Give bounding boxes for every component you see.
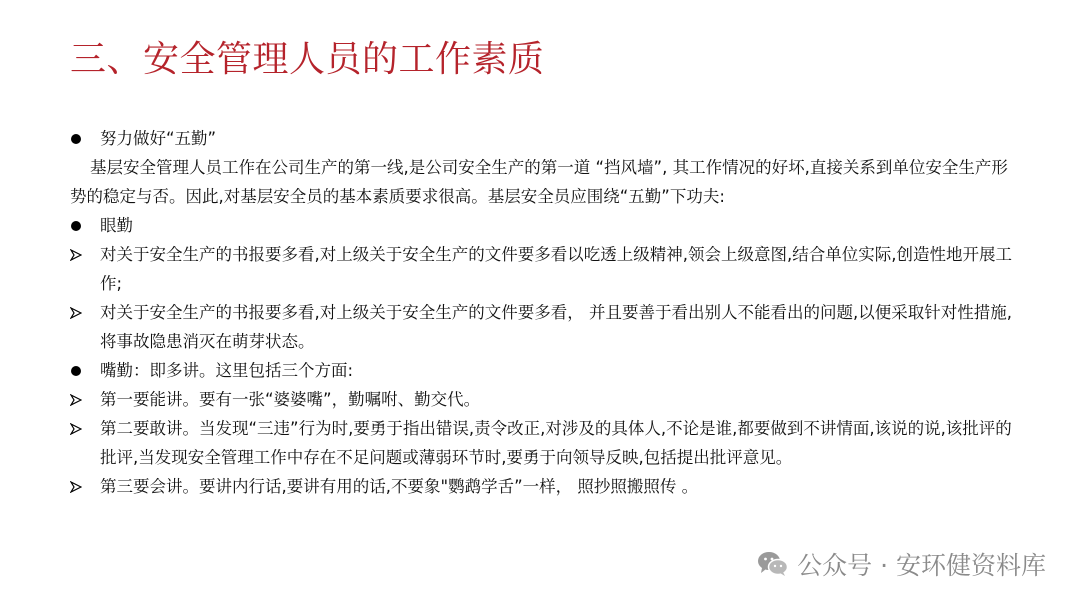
bullet-text: 嘴勤：即多讲。这里包括三个方面:	[100, 361, 354, 380]
arrow-item	[70, 240, 1020, 298]
arrow-bullet-icon	[70, 472, 100, 501]
arrow-bullet-icon	[70, 240, 100, 269]
bullet-dot-icon	[70, 211, 100, 240]
arrow-item	[70, 385, 1020, 414]
arrow-bullet-icon	[70, 298, 100, 327]
arrow-item	[70, 298, 1020, 356]
arrow-item-text: 第三要会讲。要讲内行话,要讲有用的话,不要象"鹦鹉学舌”一样， 照抄照搬照传 。	[100, 477, 699, 496]
slide-content	[70, 124, 1020, 501]
arrow-item-text: 第一要能讲。要有一张“婆婆嘴”，勤嘱咐、勤交代。	[100, 390, 481, 409]
bullet-item	[70, 211, 1020, 240]
arrow-item-text: 第二要敢讲。当发现“三违”行为时,要勇于指出错误,责令改正,对涉及的具体人,不论是谁,都要做到不讲情面,该说的说,该批评的批评,当发现安全管理工作中存在不足问题或薄弱环节时,要勇于向领导反映,包括提出批评意见。	[100, 419, 1012, 467]
arrow-item-text: 对关于安全生产的书报要多看,对上级关于安全生产的文件要多看， 并且要善于看出别人不能看出的问题,以便采取针对性措施,将事故隐患消灭在萌芽状态。	[100, 303, 1012, 351]
bullet-text: 努力做好“五勤”	[100, 129, 217, 148]
bullet-dot-icon	[70, 124, 100, 153]
arrow-item	[70, 414, 1020, 472]
bullet-item	[70, 356, 1020, 385]
arrow-bullet-icon	[70, 414, 100, 443]
wechat-icon	[757, 550, 789, 578]
arrow-item-text: 对关于安全生产的书报要多看,对上级关于安全生产的文件要多看以吃透上级精神,领会上级意图,结合单位实际,创造性地开展工作;	[100, 245, 1012, 293]
bullet-item	[70, 124, 1020, 153]
paragraph: 基层安全管理人员工作在公司生产的第一线,是公司安全生产的第一道 “挡风墙”, 其工作情况的好坏,直接关系到单位安全生产形势的稳定与否。因此,对基层安全员的基本素质要求很高。基层安全员应围绕“五勤”下功夫:	[70, 158, 1008, 206]
arrow-bullet-icon	[70, 385, 100, 414]
watermark	[757, 546, 1046, 582]
slide-title: 三、安全管理人员的工作素质	[70, 39, 545, 80]
watermark-text: 公众号 · 安环健资料库	[797, 551, 1046, 580]
arrow-item	[70, 472, 1020, 501]
bullet-dot-icon	[70, 356, 100, 385]
bullet-text: 眼勤	[100, 216, 133, 235]
